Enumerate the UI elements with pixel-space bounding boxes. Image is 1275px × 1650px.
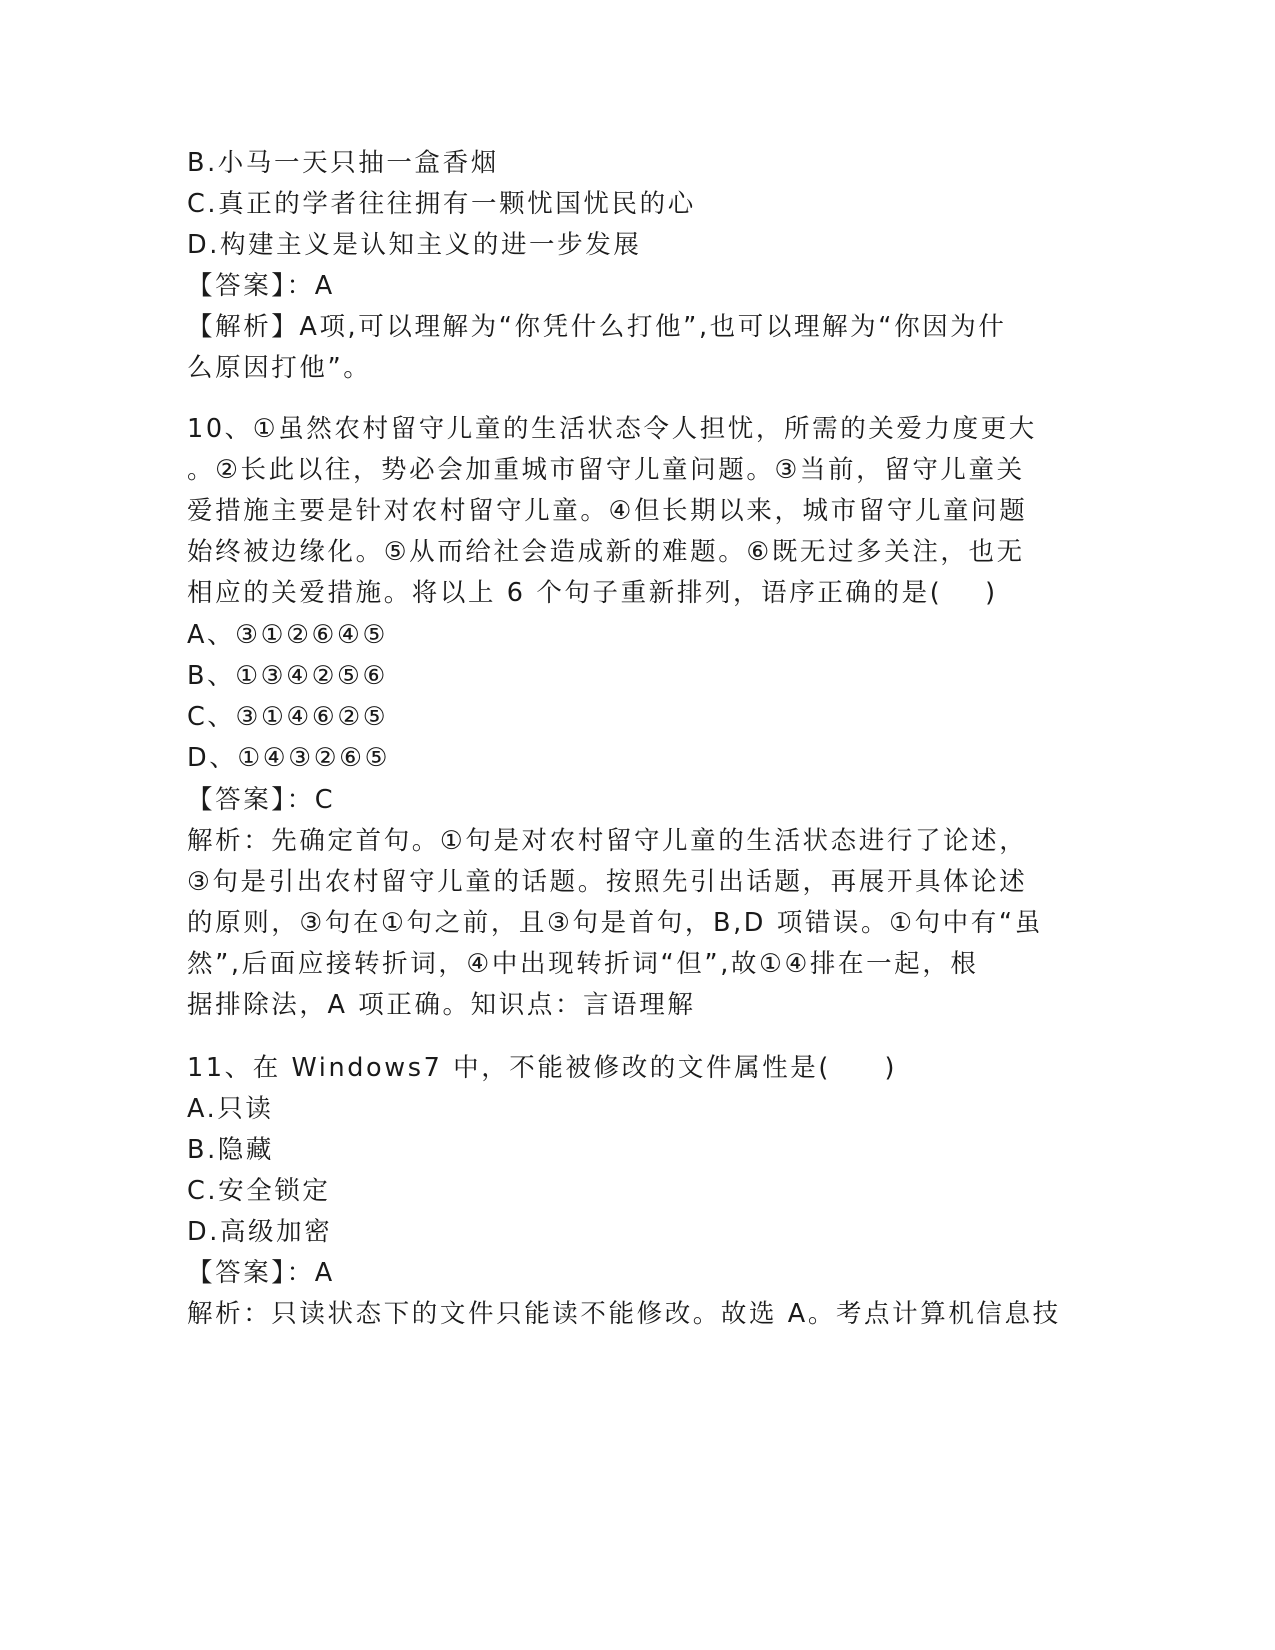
q11-answer: 【答案】：A <box>187 1258 335 1288</box>
q10-stem-line-5: 相应的关爱措施。将以上 6 个句子重新排列，语序正确的是( ) <box>187 578 998 608</box>
q10-option-d: D、①④③②⑥⑤ <box>187 743 391 773</box>
q9-answer: 【答案】：A <box>187 271 335 301</box>
q11-stem: 11、在 Windows7 中，不能被修改的文件属性是( ) <box>187 1053 898 1083</box>
q10-stem-line-3: 爱措施主要是针对农村留守儿童。④但长期以来，城市留守儿童问题 <box>187 496 1028 526</box>
q9-option-c: C.真正的学者往往拥有一颗忧国忧民的心 <box>187 189 696 219</box>
q10-stem-line-2: 。②长此以往，势必会加重城市留守儿童问题。③当前，留守儿童关 <box>187 455 1025 485</box>
q11-analysis-line-1: 解析：只读状态下的文件只能读不能修改。故选 A。考点计算机信息技 <box>187 1299 1061 1329</box>
q11-option-c: C.安全锁定 <box>187 1176 331 1206</box>
q10-answer: 【答案】：C <box>187 785 336 815</box>
q9-option-b: B.小马一天只抽一盒香烟 <box>187 148 499 178</box>
q11-option-d: D.高级加密 <box>187 1217 333 1247</box>
q10-analysis-line-1: 解析：先确定首句。①句是对农村留守儿童的生活状态进行了论述， <box>187 826 1028 856</box>
q10-analysis-line-3: 的原则，③句在①句之前，且③句是首句，B,D 项错误。①句中有“虽 <box>187 908 1043 938</box>
q9-analysis-line-2: 么原因打他”。 <box>187 353 372 383</box>
q9-option-d: D.构建主义是认知主义的进一步发展 <box>187 230 642 260</box>
q11-option-b: B.隐藏 <box>187 1135 274 1165</box>
q11-option-a: A.只读 <box>187 1094 274 1124</box>
q9-analysis-line-1: 【解析】A项,可以理解为“你凭什么打他”,也可以理解为“你因为什 <box>187 312 1007 342</box>
q10-option-b: B、①③④②⑤⑥ <box>187 661 388 691</box>
q10-stem-line-1: 10、①虽然农村留守儿童的生活状态令人担忧，所需的关爱力度更大 <box>187 414 1037 444</box>
q10-option-a: A、③①②⑥④⑤ <box>187 620 388 650</box>
q10-analysis-line-2: ③句是引出农村留守儿童的话题。按照先引出话题，再展开具体论述 <box>187 867 1028 897</box>
q10-analysis-line-5: 据排除法，A 项正确。知识点：言语理解 <box>187 990 696 1020</box>
q10-analysis-line-4: 然”,后面应接转折词，④中出现转折词“但”,故①④排在一起，根 <box>187 949 979 979</box>
q10-stem-line-4: 始终被边缘化。⑤从而给社会造成新的难题。⑥既无过多关注，也无 <box>187 537 1025 567</box>
q10-option-c: C、③①④⑥②⑤ <box>187 702 389 732</box>
